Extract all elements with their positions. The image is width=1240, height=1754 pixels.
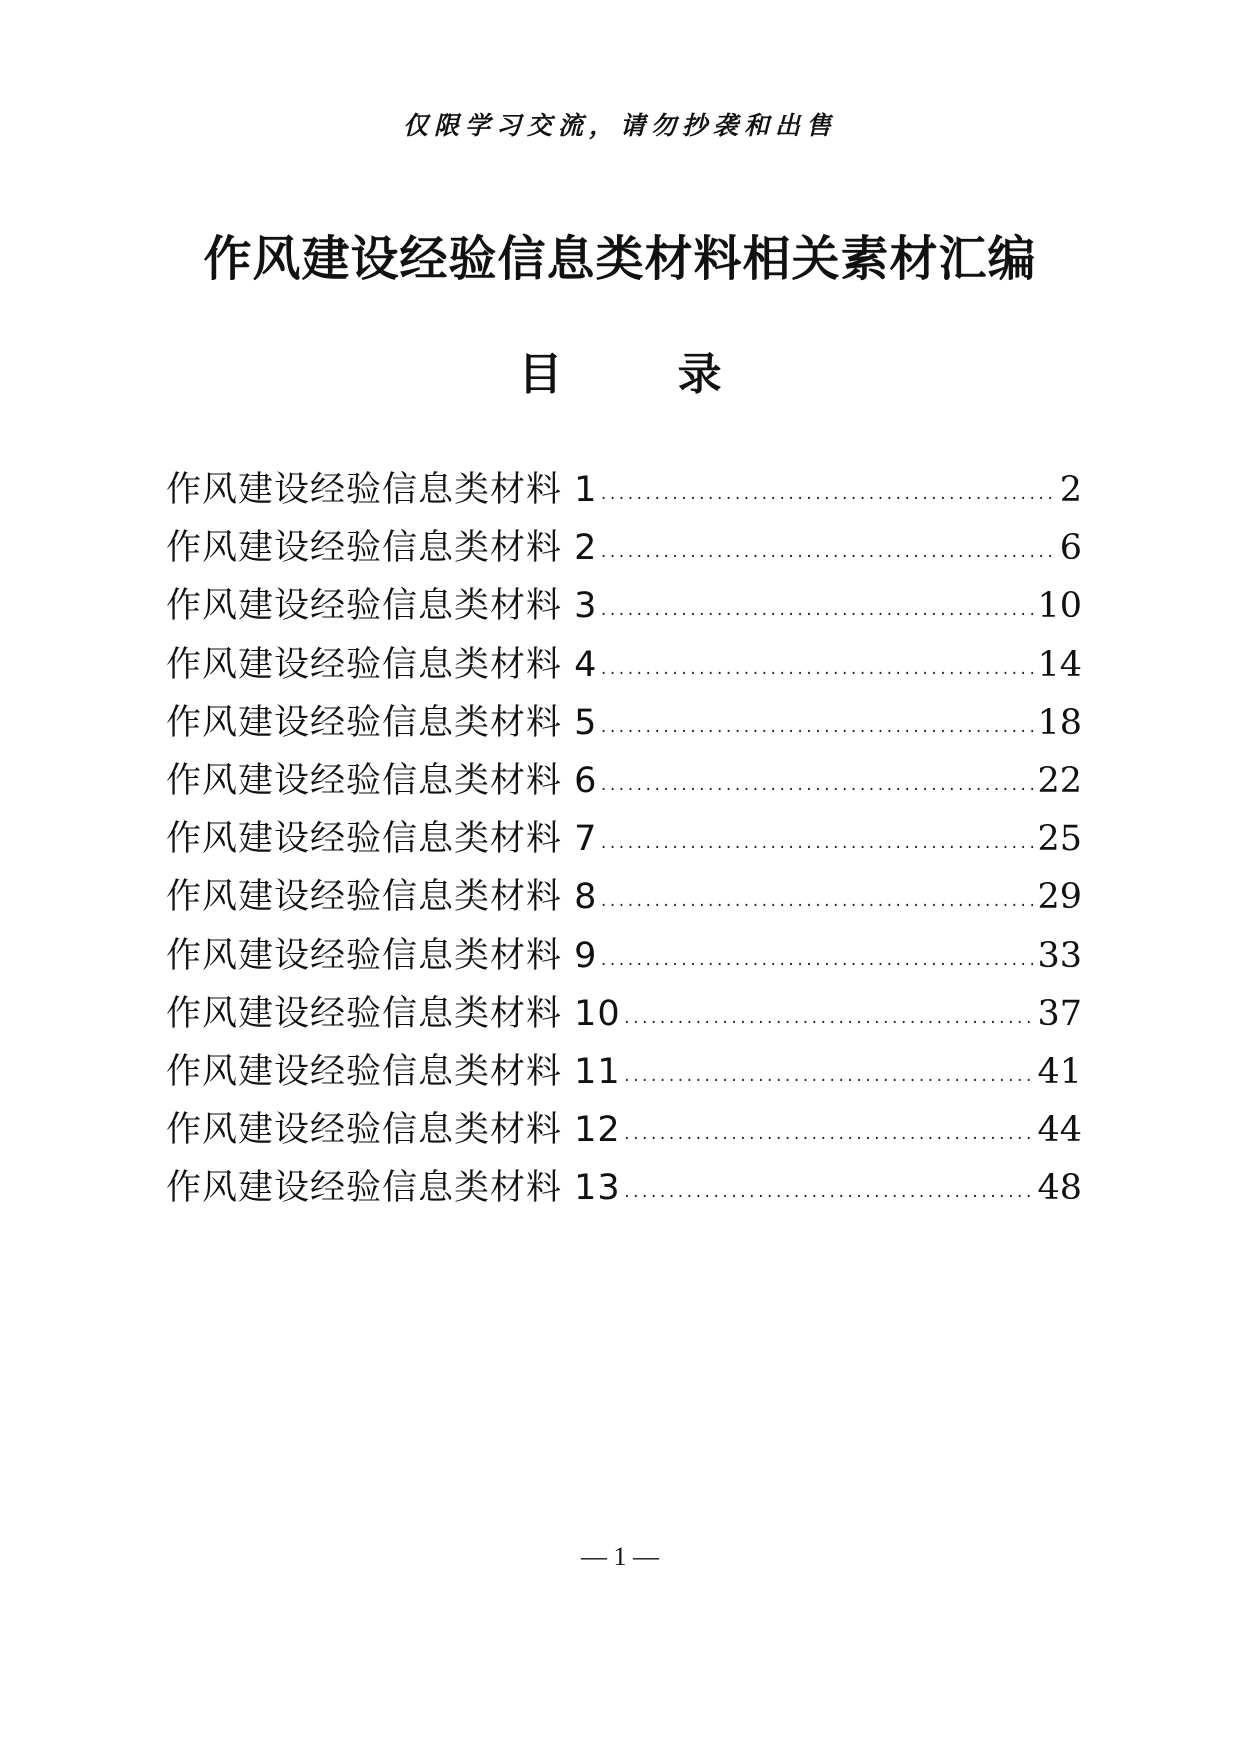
toc-dot-leader <box>623 1124 1036 1154</box>
toc-dot-leader <box>623 1008 1036 1038</box>
toc-entry[interactable] <box>166 869 1082 927</box>
toc-dot-leader <box>623 1182 1036 1212</box>
toc-entry[interactable] <box>166 637 1082 695</box>
toc-entry-page: 6 <box>1059 528 1082 569</box>
toc-entry[interactable] <box>166 986 1082 1044</box>
toc-entry-title: 作风建设经验信息类材料 9 <box>166 935 598 976</box>
toc-entry[interactable] <box>166 1044 1082 1102</box>
toc-dot-leader <box>623 1066 1036 1096</box>
toc-entry-title: 作风建设经验信息类材料 13 <box>166 1168 621 1209</box>
toc-entry[interactable] <box>166 811 1082 869</box>
toc-entry-page: 44 <box>1037 1110 1082 1151</box>
toc-entry-page: 41 <box>1037 1051 1082 1092</box>
toc-entry-page: 25 <box>1037 819 1082 860</box>
toc-entry-page: 29 <box>1037 877 1082 918</box>
toc-entry-page: 2 <box>1059 470 1082 510</box>
toc-entry-page: 18 <box>1037 702 1082 743</box>
toc-dot-leader <box>599 891 1035 921</box>
usage-notice: 仅限学习交流，请勿抄袭和出售 <box>402 111 837 140</box>
toc-dot-leader <box>599 717 1035 747</box>
toc-entry-title: 作风建设经验信息类材料 6 <box>166 760 598 801</box>
toc-entry[interactable] <box>166 578 1082 636</box>
table-of-contents <box>166 462 1082 1218</box>
toc-entry-page: 10 <box>1037 586 1082 627</box>
toc-dot-leader <box>599 950 1035 980</box>
toc-dot-leader <box>599 484 1057 514</box>
toc-entry-title: 作风建设经验信息类材料 11 <box>166 1051 621 1092</box>
toc-dot-leader <box>599 659 1035 689</box>
toc-entry-title: 作风建设经验信息类材料 3 <box>166 586 598 627</box>
toc-entry[interactable] <box>166 695 1082 753</box>
toc-entry-title: 作风建设经验信息类材料 1 <box>166 470 598 510</box>
toc-entry[interactable] <box>166 928 1082 986</box>
document-title: 作风建设经验信息类材料相关素材汇编 <box>203 231 1037 287</box>
toc-entry[interactable] <box>166 753 1082 811</box>
toc-entry-page: 14 <box>1037 644 1082 685</box>
toc-dot-leader <box>599 542 1057 572</box>
toc-entry-page: 48 <box>1037 1168 1082 1209</box>
toc-entry-title: 作风建设经验信息类材料 8 <box>166 877 598 918</box>
toc-entry[interactable] <box>166 462 1082 520</box>
toc-entry-page: 37 <box>1037 993 1082 1034</box>
toc-entry[interactable] <box>166 1160 1082 1218</box>
toc-dot-leader <box>599 775 1035 805</box>
toc-dot-leader <box>599 600 1035 630</box>
toc-entry[interactable] <box>166 1102 1082 1160</box>
toc-entry-title: 作风建设经验信息类材料 12 <box>166 1110 621 1151</box>
toc-entry-title: 作风建设经验信息类材料 5 <box>166 702 598 743</box>
toc-dot-leader <box>599 833 1035 863</box>
toc-entry-page: 33 <box>1037 935 1082 976</box>
toc-entry-title: 作风建设经验信息类材料 2 <box>166 528 598 569</box>
toc-heading: 目 录 <box>518 349 772 400</box>
page-number: — 1 — <box>581 1542 659 1571</box>
toc-entry-page: 22 <box>1037 760 1082 801</box>
toc-entry-title: 作风建设经验信息类材料 10 <box>166 993 621 1034</box>
toc-entry-title: 作风建设经验信息类材料 4 <box>166 644 598 685</box>
toc-entry-title: 作风建设经验信息类材料 7 <box>166 819 598 860</box>
toc-entry[interactable] <box>166 520 1082 578</box>
